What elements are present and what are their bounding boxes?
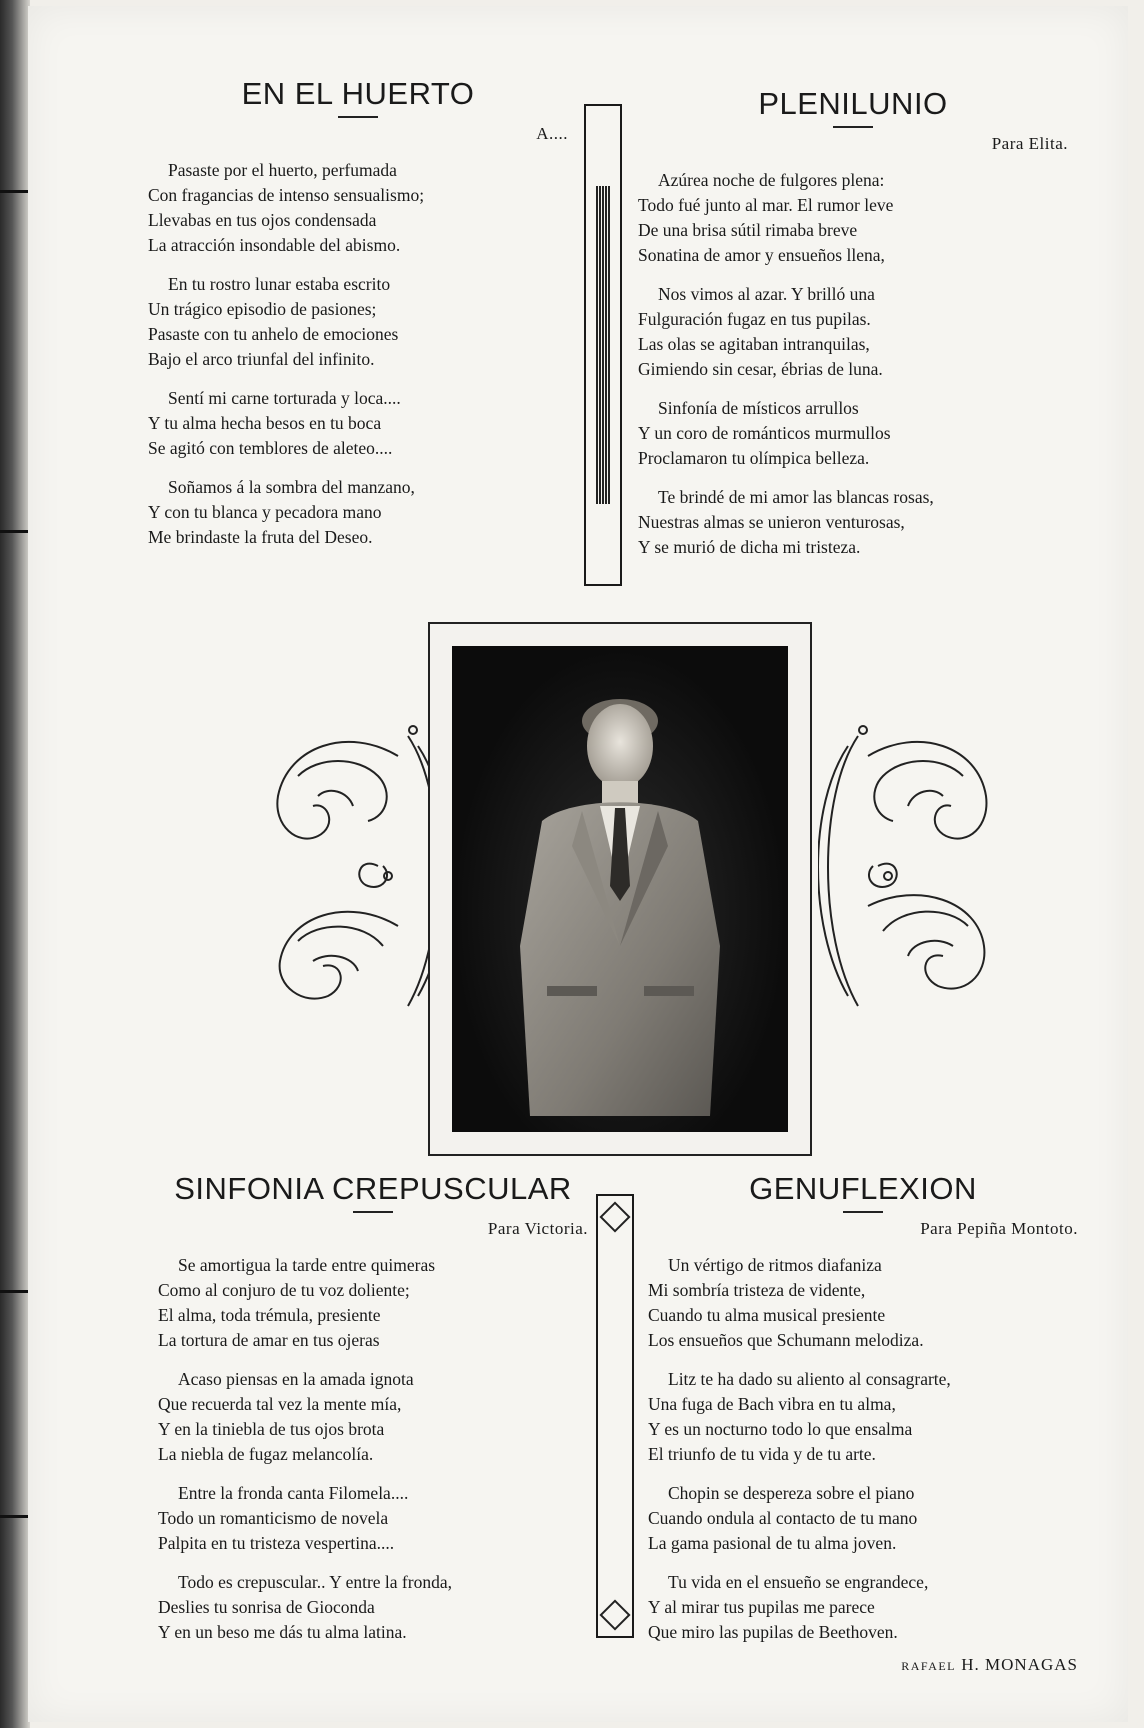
verse-line: Con fragancias de intenso sensualismo; <box>148 185 425 205</box>
title-rule <box>843 1211 883 1213</box>
decorative-column-top <box>584 104 622 586</box>
verse-line: Una fuga de Bach vibra en tu alma, <box>648 1394 896 1414</box>
verse-line: Todo un romanticismo de novela <box>158 1508 389 1528</box>
magazine-page <box>28 6 1128 1722</box>
verse-line: Y en un beso me dás tu alma latina. <box>158 1622 407 1642</box>
verse-line: Se amortigua la tarde entre quimeras <box>178 1255 436 1275</box>
diamond-ornament <box>599 1201 630 1232</box>
verse-line: El triunfo de tu vida y de tu arte. <box>648 1444 876 1464</box>
poem-dedication: Para Elita. <box>991 134 1068 153</box>
stanza <box>638 168 1068 268</box>
verse-line: La niebla de fugaz melancolía. <box>158 1444 374 1464</box>
verse-line: Mi sombría tristeza de vidente, <box>648 1280 866 1300</box>
poem-sinfonia-crepuscular <box>158 1171 588 1645</box>
title-rule <box>338 116 378 118</box>
verse-line: La tortura de amar en tus ojeras <box>158 1330 380 1350</box>
verse-line: Y con tu blanca y pecadora mano <box>148 502 382 522</box>
stanza <box>158 1367 588 1467</box>
verse-line: Y al mirar tus pupilas me parece <box>648 1597 875 1617</box>
stanza <box>638 485 1068 560</box>
right-scroll-ornament <box>818 716 998 1016</box>
verse-line: Te brindé de mi amor las blancas rosas, <box>658 487 934 507</box>
poem-title: EN EL HUERTO <box>241 76 475 111</box>
verse-line: Que miro las pupilas de Beethoven. <box>648 1622 898 1642</box>
verse-line: Chopin se despereza sobre el piano <box>668 1483 915 1503</box>
verse-line: Y tu alma hecha besos en tu boca <box>148 413 382 433</box>
stanza <box>158 1570 588 1645</box>
stanza <box>648 1570 1078 1645</box>
stanza <box>648 1367 1078 1467</box>
stanza <box>148 386 568 461</box>
verse-line: En tu rostro lunar estaba escrito <box>168 274 391 294</box>
verse-line: Llevabas en tus ojos condensada <box>148 210 377 230</box>
verse-line: Todo fué junto al mar. El rumor leve <box>638 195 894 215</box>
stanza <box>148 475 568 550</box>
portrait-figure <box>452 646 788 1132</box>
verse-line: Y se murió de dicha mi tristeza. <box>638 537 861 557</box>
verse-line: Y es un nocturno todo lo que ensalma <box>648 1419 913 1439</box>
portrait-photo <box>452 646 788 1132</box>
verse-line: Que recuerda tal vez la mente mía, <box>158 1394 402 1414</box>
verse-line: La atracción insondable del abismo. <box>148 235 401 255</box>
poem-dedication: Para Victoria. <box>487 1219 588 1238</box>
verse-line: Cuando ondula al contacto de tu mano <box>648 1508 918 1528</box>
verse-line: Palpita en tu tristeza vespertina.... <box>158 1533 395 1553</box>
stanza <box>648 1481 1078 1556</box>
verse-line: Las olas se agitaban intranquilas, <box>638 334 870 354</box>
portrait-frame <box>428 622 812 1156</box>
verse-line: Tu vida en el ensueño se engrandece, <box>668 1572 929 1592</box>
decorative-column-bottom <box>596 1194 634 1638</box>
verse-line: De una brisa sútil rimaba breve <box>638 220 858 240</box>
stanza <box>638 396 1068 471</box>
verse-line: Fulguración fugaz en tus pupilas. <box>638 309 871 329</box>
stanza <box>148 272 568 372</box>
verse-line: El alma, toda trémula, presiente <box>158 1305 381 1325</box>
verse-line: Y en la tiniebla de tus ojos brota <box>158 1419 385 1439</box>
verse-line: Pasaste con tu anhelo de emociones <box>148 324 399 344</box>
poem-dedication: A.... <box>536 124 568 143</box>
verse-line: Soñamos á la sombra del manzano, <box>168 477 415 497</box>
poem-en-el-huerto <box>148 76 568 550</box>
author-signature <box>648 1655 1078 1675</box>
poem-dedication: Para Pepiña Montoto. <box>920 1219 1078 1238</box>
verse-line: Litz te ha dado su aliento al consagrarte, <box>668 1369 951 1389</box>
stanza <box>158 1253 588 1353</box>
verse-line: Todo es crepuscular.. Y entre la fronda, <box>178 1572 452 1592</box>
verse-line: Se agitó con temblores de aleteo.... <box>148 438 393 458</box>
verse-line: Como al conjuro de tu voz doliente; <box>158 1280 410 1300</box>
author-first-name: RAFAEL <box>901 1659 957 1673</box>
stanza <box>648 1253 1078 1353</box>
verse-line: Sinfonía de místicos arrullos <box>658 398 859 418</box>
verse-line: Cuando tu alma musical presiente <box>648 1305 886 1325</box>
verse-line: Un trágico episodio de pasiones; <box>148 299 377 319</box>
verse-line: Un vértigo de ritmos diafaniza <box>668 1255 882 1275</box>
verse-line: Y un coro de románticos murmullos <box>638 423 891 443</box>
poem-title: PLENILUNIO <box>758 86 948 121</box>
verse-line: La gama pasional de tu alma joven. <box>648 1533 897 1553</box>
poem-title: GENUFLEXION <box>749 1171 977 1206</box>
verse-line: Los ensueños que Schumann melodiza. <box>648 1330 924 1350</box>
poem-plenilunio <box>638 86 1068 560</box>
left-scroll-ornament <box>258 716 448 1016</box>
verse-line: Sentí mi carne torturada y loca.... <box>168 388 401 408</box>
stanza <box>158 1481 588 1556</box>
title-rule <box>833 126 873 128</box>
column-stripes <box>596 186 610 504</box>
verse-line: Nos vimos al azar. Y brilló una <box>658 284 875 304</box>
stanza <box>638 282 1068 382</box>
verse-line: Proclamaron tu olímpica belleza. <box>638 448 870 468</box>
verse-line: Sonatina de amor y ensueños llena, <box>638 245 885 265</box>
title-rule <box>353 1211 393 1213</box>
diamond-ornament <box>599 1599 630 1630</box>
verse-line: Bajo el arco triunfal del infinito. <box>148 349 375 369</box>
verse-line: Me brindaste la fruta del Deseo. <box>148 527 373 547</box>
stanza <box>148 158 568 258</box>
verse-line: Azúrea noche de fulgores plena: <box>658 170 885 190</box>
poem-genuflexion <box>648 1171 1078 1675</box>
verse-line: Deslies tu sonrisa de Gioconda <box>158 1597 375 1617</box>
poem-title: SINFONIA CREPUSCULAR <box>174 1171 572 1206</box>
verse-line: Pasaste por el huerto, perfumada <box>168 160 397 180</box>
verse-line: Gimiendo sin cesar, ébrias de luna. <box>638 359 883 379</box>
verse-line: Nuestras almas se unieron venturosas, <box>638 512 905 532</box>
verse-line: Acaso piensas en la amada ignota <box>178 1369 414 1389</box>
book-binding <box>0 0 30 1728</box>
author-last-name: H. MONAGAS <box>961 1655 1078 1674</box>
verse-line: Entre la fronda canta Filomela.... <box>178 1483 409 1503</box>
